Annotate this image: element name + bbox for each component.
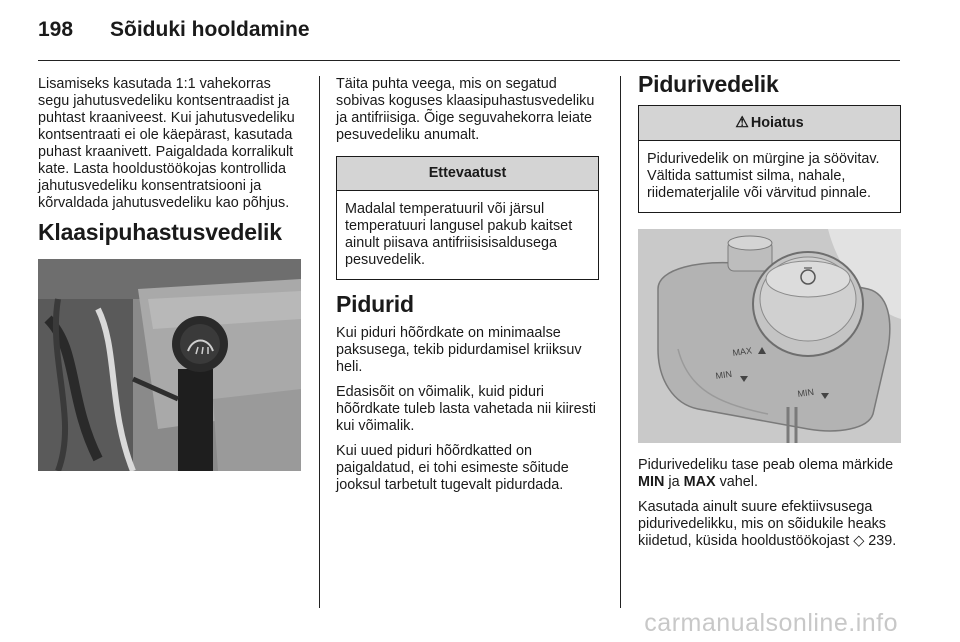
- column-1: [38, 76, 301, 471]
- brake-reservoir-illustration: [638, 229, 901, 443]
- brake-fluid-heading: Pidurivedelik: [638, 71, 779, 97]
- warning-header: [639, 106, 900, 141]
- watermark: carmanualsonline.info: [644, 609, 898, 637]
- header-rule: [38, 60, 900, 61]
- caution-box: [336, 156, 599, 280]
- brakes-paragraph-1: Kui piduri hõõrdkate on minimaalse paksusega, tekib pidurdamisel kriiksuv heli.: [336, 325, 582, 375]
- washer-fluid-heading: Klaasipuhastusvedelik: [38, 219, 282, 245]
- brakes-paragraph-3: Kui uued piduri hõõrdkatted on paigaldatud, ei tohi esimeste sõitude jooksul tarbetult tugevalt pidurdada.: [336, 443, 569, 493]
- img-min-right-label: MIN: [796, 386, 815, 399]
- brakes-paragraph-2: Edasisõit on võimalik, kuid piduri hõõrdkate tuleb lasta vahetada nii kiiresti kui võimalik.: [336, 384, 596, 434]
- washer-reservoir-photo: [38, 259, 301, 471]
- type-text: Kasutada ainult suure efektiivsusega pidurivedelikku, mis on sõidukile heaks kiidetud, küsida hooldustöökojast: [638, 499, 886, 549]
- column-divider-2: [620, 76, 621, 608]
- max-mark: MAX: [683, 474, 716, 490]
- washer-reservoir-illustration: [38, 259, 301, 471]
- column-2: [336, 76, 599, 502]
- page-reference[interactable]: 239.: [864, 533, 897, 549]
- warning-title: Hoiatus: [750, 115, 804, 131]
- level-text-mid: ja: [664, 474, 684, 490]
- img-min-left-label: MIN: [714, 368, 733, 381]
- warning-text: Pidurivedelik on mürgine ja söövitav. Vältida sattumist silma, nahale, riidematerjalile või värvitud pinnale.: [647, 151, 880, 201]
- page-number: 198: [38, 18, 74, 41]
- brake-fluid-level-paragraph: [638, 457, 901, 491]
- page-header: [38, 18, 310, 42]
- level-text-a: Pidurivedeliku tase peab olema märkide: [638, 457, 894, 473]
- caution-text: Madalal temperatuuril või järsul temperatuuri langusel pakub kaitset ainult piisava antifriisisisaldusega pesuvedelik.: [345, 201, 573, 268]
- warning-box: [638, 105, 901, 213]
- column-divider-1: [319, 76, 320, 608]
- column-3: [638, 71, 901, 558]
- coolant-paragraph: Lisamiseks kasutada 1:1 vahekorras segu jahutusvedeliku kontsentraadist ja puhtast kraaniveest. Kui jahutusvedeliku kontsentraati ei ole käepärast, kasutada puhast kraanivett. Paigaldada korralikult kate. Lasta hooldustöökojas kontrollida jahutusvedeliku konsentratsiooni ja kõrvaldada jahutusvedeliku kao põhjus.: [38, 76, 295, 211]
- caution-title: Ettevaatust: [337, 157, 598, 191]
- washer-fluid-paragraph: Täita puhta veega, mis on segatud sobivas koguses klaasipuhastusvedeliku ja antifriisiga. Õige seguvahekorra leiate pesuvedeliku anumalt.: [336, 76, 595, 143]
- warning-icon: ⚠: [735, 114, 749, 131]
- img-max-label: MAX: [731, 345, 753, 358]
- brake-fluid-type-paragraph: [638, 499, 901, 550]
- page-title: Sõiduki hooldamine: [110, 18, 310, 41]
- level-text-b: vahel.: [715, 474, 758, 490]
- page-reference-icon: ◇: [853, 533, 865, 549]
- brakes-heading: Pidurid: [336, 291, 414, 317]
- min-mark: MIN: [638, 474, 665, 490]
- brake-reservoir-photo: [638, 229, 901, 443]
